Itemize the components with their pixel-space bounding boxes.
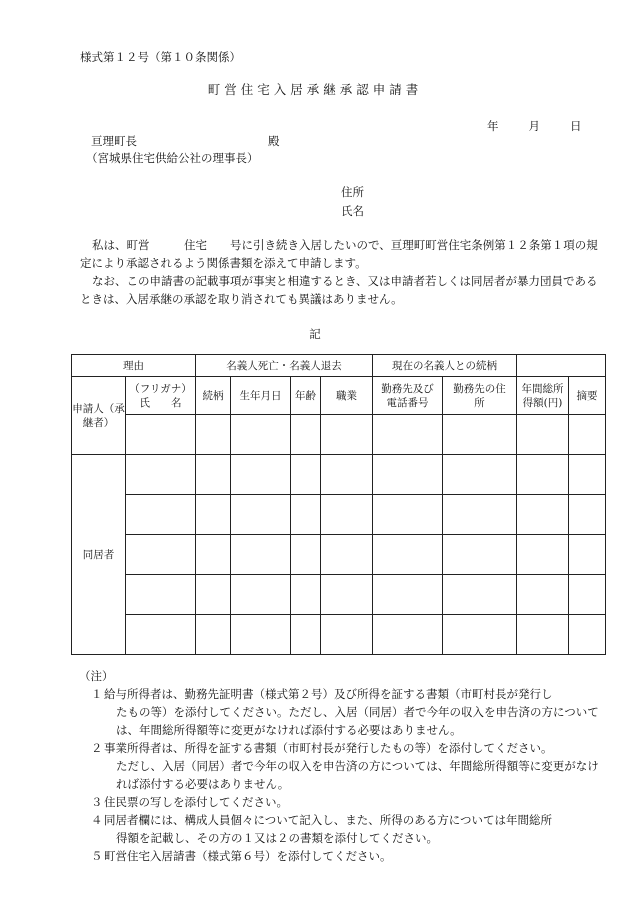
input-cell[interactable]: [321, 535, 373, 575]
note-item: [79, 739, 609, 793]
input-cell[interactable]: [126, 615, 196, 655]
input-cell[interactable]: [517, 535, 569, 575]
cohabitant-label: 同居者: [72, 455, 126, 655]
note-number: ５: [91, 849, 103, 863]
notes-section: [79, 667, 609, 865]
input-cell[interactable]: [196, 455, 231, 495]
applicant-row: [72, 415, 606, 455]
input-cell[interactable]: [373, 535, 443, 575]
input-cell[interactable]: [443, 415, 517, 455]
input-cell[interactable]: [291, 455, 321, 495]
input-cell[interactable]: [196, 575, 231, 615]
input-cell[interactable]: [126, 415, 196, 455]
shimei-label: 氏 名: [139, 396, 182, 409]
input-cell[interactable]: [321, 495, 373, 535]
input-cell[interactable]: [517, 415, 569, 455]
input-cell[interactable]: [196, 415, 231, 455]
input-cell[interactable]: [443, 455, 517, 495]
address-label: 住所: [341, 185, 364, 199]
note-text-cont: 得額を記載し、その方の１又は２の書類を添付してください。: [116, 831, 438, 845]
date-year: 年: [487, 119, 499, 133]
furigana-name-header: [126, 377, 196, 415]
input-cell[interactable]: [291, 495, 321, 535]
note-text: 町営住宅入居請書（様式第６号）を添付してください。: [104, 849, 392, 863]
note-number: ２: [91, 741, 103, 755]
input-cell[interactable]: [373, 495, 443, 535]
cohabitant-row: [72, 455, 606, 495]
age-header: 年齢: [291, 377, 321, 415]
input-cell[interactable]: [443, 575, 517, 615]
body-paragraph-2: なお、この申請書の記載事項が事実と相違するとき、又は申請者若しくは同居者が暴力団員であるときは、入居承継の承認を取り消されても異議はありません。: [80, 274, 598, 306]
addressee-sub: （宮城県住宅供給公社の理事長）: [86, 151, 259, 165]
input-cell[interactable]: [231, 415, 291, 455]
note-header: 摘要: [569, 377, 606, 415]
input-cell[interactable]: [373, 415, 443, 455]
input-cell[interactable]: [126, 455, 196, 495]
input-cell[interactable]: [321, 575, 373, 615]
note-item: [79, 793, 609, 811]
input-cell[interactable]: [517, 615, 569, 655]
death-header: 名義人死亡・名義人退去: [196, 355, 373, 377]
input-cell[interactable]: [231, 455, 291, 495]
input-cell[interactable]: [517, 575, 569, 615]
input-cell[interactable]: [569, 615, 606, 655]
applicant-label: 申請人（承継者）: [72, 377, 126, 455]
input-cell[interactable]: [126, 575, 196, 615]
input-cell[interactable]: [443, 495, 517, 535]
input-cell[interactable]: [443, 615, 517, 655]
input-cell[interactable]: [517, 455, 569, 495]
annual-income-header: 年間総所得額(円): [517, 377, 569, 415]
input-cell[interactable]: [373, 455, 443, 495]
input-cell[interactable]: [196, 615, 231, 655]
input-cell[interactable]: [569, 535, 606, 575]
input-cell[interactable]: [291, 575, 321, 615]
input-cell[interactable]: [291, 535, 321, 575]
date-month: 月: [528, 119, 540, 133]
input-cell[interactable]: [291, 415, 321, 455]
addressee-honorific: 殿: [268, 134, 280, 148]
application-table: [71, 354, 606, 655]
occupation-header: 職業: [321, 377, 373, 415]
notes-title: （注）: [79, 669, 114, 683]
note-text-cont: たもの等）を添付してください。ただし、入居（同居）者で今年の収入を申告済の方については、年間総所得額等に変更がなければ添付する必要はありません。: [116, 705, 599, 737]
addressee: [91, 134, 280, 148]
input-cell[interactable]: [126, 535, 196, 575]
input-cell[interactable]: [231, 615, 291, 655]
form-number: 様式第１２号（第１０条関係）: [80, 50, 241, 64]
date-line: [487, 121, 582, 133]
input-cell[interactable]: [231, 535, 291, 575]
cohabitant-row: [72, 495, 606, 535]
note-text: 住民票の写しを添付してください。: [104, 795, 288, 809]
note-text-cont: ただし、入居（同居）者で今年の収入を申告済の方については、年間総所得額等に変更がなければ添付する必要はありません。: [116, 759, 599, 791]
note-text: 同居者欄には、構成人員個々について記入し、また、所得のある方については年間総所: [104, 813, 553, 827]
input-cell[interactable]: [126, 495, 196, 535]
workplace-address-header: 勤務先の住 所: [443, 377, 517, 415]
relation-header: 現在の名義人との続柄: [373, 355, 517, 377]
birthdate-header: 生年月日: [231, 377, 291, 415]
input-cell[interactable]: [321, 415, 373, 455]
note-text: 給与所得者は、勤務先証明書（様式第２号）及び所得を証する書類（市町村長が発行し: [104, 687, 553, 701]
note-text: 事業所得者は、所得を証する書類（市町村長が発行したもの等）を添付してください。: [104, 741, 553, 755]
table-header-row-1: [72, 355, 606, 377]
input-cell[interactable]: [569, 415, 606, 455]
input-cell[interactable]: [231, 575, 291, 615]
input-cell[interactable]: [569, 455, 606, 495]
blank-header-cell[interactable]: [517, 355, 606, 377]
input-cell[interactable]: [373, 575, 443, 615]
zokugara-header: 続柄: [196, 377, 231, 415]
page-title: 町営住宅入居承継承認申請書: [207, 82, 423, 97]
note-number: ４: [91, 813, 103, 827]
name-label: 氏名: [341, 204, 364, 218]
note-item: [79, 685, 609, 739]
table-header-row-2: [72, 377, 606, 415]
reason-header: 理由: [72, 355, 196, 377]
note-number: ３: [91, 795, 103, 809]
input-cell[interactable]: [517, 495, 569, 535]
note-number: １: [91, 687, 103, 701]
addressee-name: 亘理町長: [91, 134, 137, 148]
body-paragraph-1: 私は、町営 住宅 号に引き続き入居したいので、亘理町町営住宅条例第１２条第１項の規定により承認されるよう関係書類を添えて申請します。: [80, 238, 598, 270]
input-cell[interactable]: [373, 615, 443, 655]
input-cell[interactable]: [196, 495, 231, 535]
workplace-phone-header: 勤務先及び電話番号: [373, 377, 443, 415]
input-cell[interactable]: [321, 455, 373, 495]
date-day: 日: [570, 119, 582, 133]
ki-heading: 記: [309, 327, 321, 341]
input-cell[interactable]: [569, 575, 606, 615]
input-cell[interactable]: [321, 615, 373, 655]
cohabitant-row: [72, 575, 606, 615]
input-cell[interactable]: [291, 615, 321, 655]
cohabitant-row: [72, 535, 606, 575]
note-item: [79, 811, 609, 847]
input-cell[interactable]: [196, 535, 231, 575]
input-cell[interactable]: [569, 495, 606, 535]
note-item: [79, 847, 609, 865]
input-cell[interactable]: [443, 535, 517, 575]
cohabitant-row: [72, 615, 606, 655]
furigana-label: （フリガナ）: [129, 382, 192, 395]
input-cell[interactable]: [231, 495, 291, 535]
